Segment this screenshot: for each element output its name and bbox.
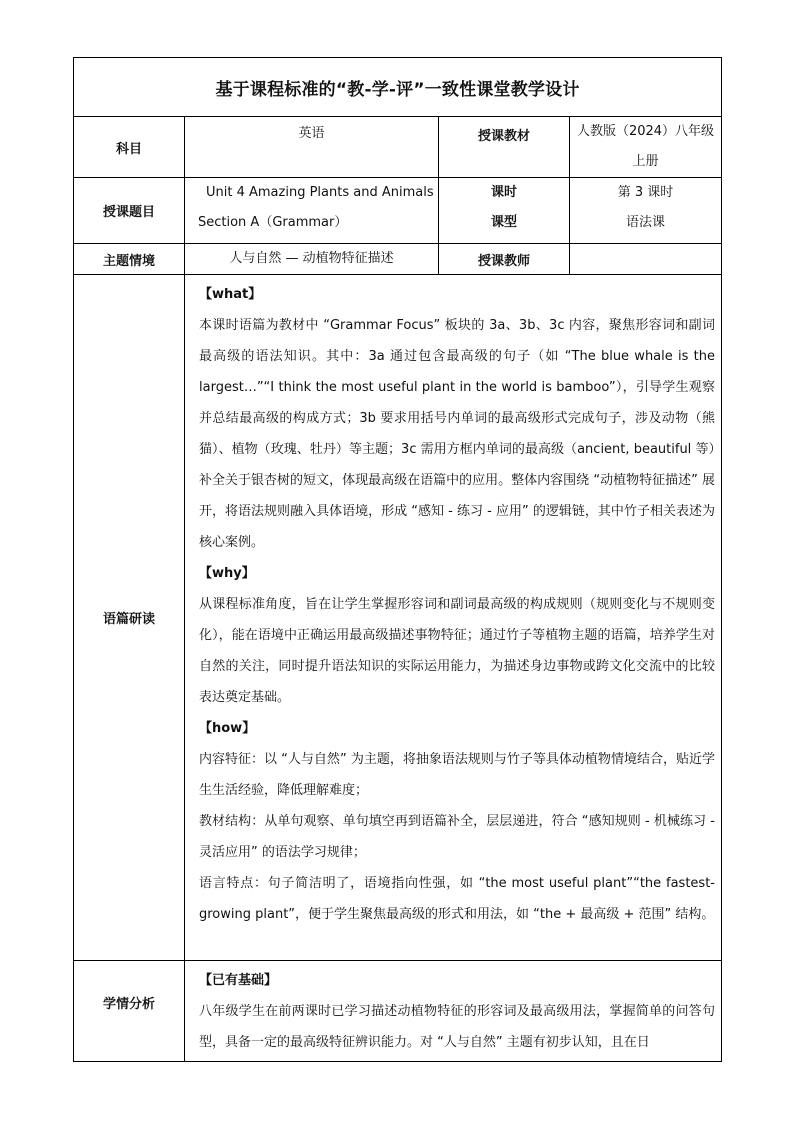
type-label: 课型: [490, 215, 517, 230]
teacher-label: 授课教师: [439, 244, 570, 275]
learner-analysis-label: 学情分析: [74, 961, 185, 1062]
document-title: 基于课程标准的“教-学-评”一致性课堂教学设计: [74, 58, 722, 117]
how-language-paragraph: 语言特点：句子简洁明了，语境指向性强，如 “the most useful plant”“the fastest-growing plant”，便于学生聚焦最高级的形式和用法，如 “the + 最高级 + 范围” 结构。: [199, 876, 715, 922]
how-structure-paragraph: 教材结构：从单句观察、单句填空再到语篇补全，层层递进，符合 “感知规则 - 机械练习 - 灵活应用” 的语法学习规律；: [199, 814, 715, 860]
material-value-line2: 上册: [632, 154, 659, 169]
why-paragraph: 从课程标准角度，旨在让学生掌握形容词和副词最高级的构成规则（规则变化与不规则变化），能在语境中正确运用最高级描述事物特征；通过竹子等植物主题的语篇，培养学生对自然的关注，同时提升语法知识的实际运用能力，为描述身边事物或跨文化交流中的比较表达奠定基础。: [199, 597, 715, 705]
why-heading: 【why】: [199, 566, 255, 581]
type-value: 语法课: [625, 215, 665, 230]
learner-analysis-content: [185, 961, 722, 1062]
topic-label: 授课题目: [74, 178, 185, 244]
topic-value: [185, 178, 439, 244]
period-type-label: [439, 178, 570, 244]
how-content-paragraph: 内容特征：以 “人与自然” 为主题，将抽象语法规则与竹子等具体动植物情境结合，贴近学生生活经验，降低理解难度；: [199, 752, 715, 798]
subject-label: 科目: [74, 117, 185, 178]
lesson-plan-table: [73, 57, 722, 1062]
topic-line2: Section A（Grammar）: [198, 215, 348, 230]
material-label: 授课教材: [439, 117, 570, 178]
what-paragraph: 本课时语篇为教材中 “Grammar Focus” 板块的 3a、3b、3c 内容，聚焦形容词和副词最高级的语法知识。其中：3a 通过包含最高级的句子（如 “The blue whale is the largest…”“I think the most useful plant in the world is bamboo”），引导学生观察并总结最高级的构成方式；3b 要求用括号内单词的最高级形式完成句子，涉及动物（熊猫）、植物（玫瑰、牡丹）等主题；3c 需用方框内单词的最高级（ancient, beautiful 等）补全关于银杏树的短文，体现最高级在语篇中的应用。整体内容围绕 “动植物特征描述” 展开，将语法规则融入具体语境，形成 “感知 - 练习 - 应用” 的逻辑链，其中竹子相关表述为核心案例。: [199, 318, 715, 550]
text-study-content: [185, 275, 722, 961]
period-value: 第 3 课时: [617, 185, 674, 200]
text-study-label: 语篇研读: [74, 275, 185, 961]
what-heading: 【what】: [199, 287, 262, 302]
material-value-line1: 人教版（2024）八年级: [576, 124, 715, 139]
subject-value: 英语: [185, 117, 439, 178]
material-value: [570, 117, 722, 178]
theme-label: 主题情境: [74, 244, 185, 275]
theme-value: 人与自然 — 动植物特征描述: [185, 244, 439, 275]
how-heading: 【how】: [199, 721, 256, 736]
base-paragraph: 八年级学生在前两课时已学习描述动植物特征的形容词及最高级用法，掌握简单的问答句型，具备一定的最高级特征辨识能力。对 “人与自然” 主题有初步认知，且在日: [199, 1004, 715, 1050]
topic-line1: Unit 4 Amazing Plants and Animals: [206, 185, 434, 200]
period-label: 课时: [490, 185, 517, 200]
base-heading: 【已有基础】: [199, 973, 278, 988]
period-type-value: [570, 178, 722, 244]
teacher-value: [570, 244, 722, 275]
